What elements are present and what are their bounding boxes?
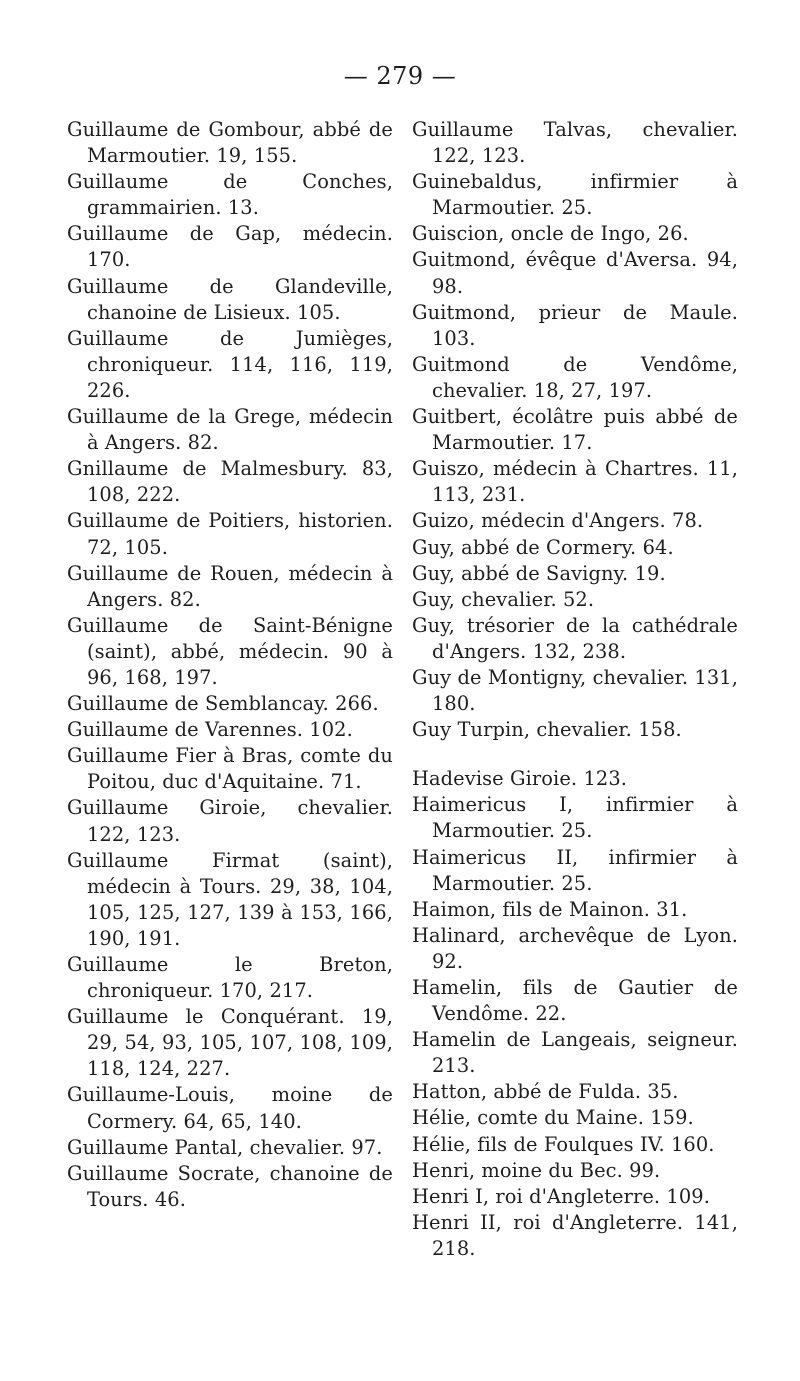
index-entry: Guy, abbé de Cormery. 64. [412, 535, 674, 559]
index-entry: Guitmond de Vendôme, chevalier. 18, 27, 197. [412, 352, 738, 402]
index-entry: Guillaume Talvas, chevalier. 122, 123. [412, 118, 738, 168]
index-entry: Haimericus II, infirmier à Marmoutier. 25. [412, 845, 738, 895]
index-entry: Guillaume de Varennes. 102. [67, 718, 353, 742]
index-entry: Guy, abbé de Savigny. 19. [412, 561, 666, 585]
index-entry: Guillaume Socrate, chanoine de Tours. 46. [67, 1161, 393, 1211]
index-entry: Guillaume de Poitiers, historien. 72, 105. [67, 509, 393, 559]
index-entry: Haimericus I, infirmier à Marmoutier. 25. [412, 793, 738, 843]
index-entry: Guizo, médecin d'Angers. 78. [412, 509, 704, 533]
index-entry: Haimon, fils de Mainon. 31. [412, 897, 688, 921]
index-entry: Guillaume de Rouen, médecin à Angers. 82. [67, 561, 393, 611]
index-entry: Guillaume de Gap, médecin. 170. [67, 222, 393, 272]
index-entry: Guillaume Pantal, chevalier. 97. [67, 1135, 383, 1159]
index-entry: Guiszo, médecin à Chartres. 11, 113, 231. [412, 457, 738, 507]
index-entry: Guillaume de Gombour, abbé de Marmoutier. 19, 155. [67, 118, 393, 168]
page-number: — 279 — [343, 62, 457, 90]
index-entry: Henri I, roi d'Angleterre. 109. [412, 1184, 711, 1208]
index-entry: Guillaume de Glandeville, chanoine de Lisieux. 105. [67, 274, 393, 324]
index-entry: Guillaume de Saint-Bénigne (saint), abbé, médecin. 90 à 96, 168, 197. [67, 613, 393, 689]
index-entry: Gnillaume de Malmesbury. 83, 108, 222. [67, 457, 393, 507]
index-entry: Guy Turpin, chevalier. 158. [412, 718, 682, 742]
index-entry: Guy, chevalier. 52. [412, 587, 595, 611]
index-entry: Guitmond, évêque d'Aversa. 94, 98. [412, 248, 738, 298]
index-entry: Hélie, comte du Maine. 159. [412, 1106, 694, 1130]
left-column [67, 117, 393, 1213]
index-entry: Hamelin, fils de Gautier de Vendôme. 22. [412, 976, 738, 1026]
index-entry: Halinard, archevêque de Lyon. 92. [412, 923, 738, 973]
index-entry: Hélie, fils de Foulques IV. 160. [412, 1132, 715, 1156]
right-column [412, 117, 738, 1262]
index-entry: Hamelin de Langeais, seigneur. 213. [412, 1028, 738, 1078]
index-entry: Guillaume de Jumièges, chroniqueur. 114, 116, 119, 226. [67, 326, 393, 402]
index-entry: Guillaume le Breton, chroniqueur. 170, 217. [67, 953, 393, 1003]
index-entry: Guiscion, oncle de Ingo, 26. [412, 222, 689, 246]
index-entry: Guillaume de la Grege, médecin à Angers. 82. [67, 405, 393, 455]
index-entry: Guillaume le Conquérant. 19, 29, 54, 93, 105, 107, 108, 109, 118, 124, 227. [67, 1005, 393, 1081]
index-entry: Hadevise Giroie. 123. [412, 767, 628, 791]
index-entry: Guitbert, écolâtre puis abbé de Marmoutier. 17. [412, 405, 738, 455]
index-entry: Guy, trésorier de la cathédrale d'Angers. 132, 238. [412, 613, 738, 663]
index-entry: Guillaume Giroie, chevalier. 122, 123. [67, 796, 393, 846]
index-entry: Henri, moine du Bec. 99. [412, 1158, 661, 1182]
index-entry: Guillaume-Louis, moine de Cormery. 64, 65, 140. [67, 1083, 393, 1133]
index-entry: Guillaume Fier à Bras, comte du Poitou, duc d'Aquitaine. 71. [67, 744, 393, 794]
index-entry: Guinebaldus, infirmier à Marmoutier. 25. [412, 170, 738, 220]
index-entry: Guillaume Firmat (saint), médecin à Tours. 29, 38, 104, 105, 125, 127, 139 à 153, 166, 190, 191. [67, 848, 393, 950]
index-entry: Guy de Montigny, chevalier. 131, 180. [412, 665, 738, 716]
index-entry: Guitmond, prieur de Maule. 103. [412, 300, 738, 350]
index-entry: Hatton, abbé de Fulda. 35. [412, 1080, 679, 1104]
index-entry: Guillaume de Conches, grammairien. 13. [67, 170, 393, 220]
index-entry: Guillaume de Semblancay. 266. [67, 692, 379, 716]
index-entry: Henri II, roi d'Angleterre. 141, 218. [412, 1210, 738, 1260]
